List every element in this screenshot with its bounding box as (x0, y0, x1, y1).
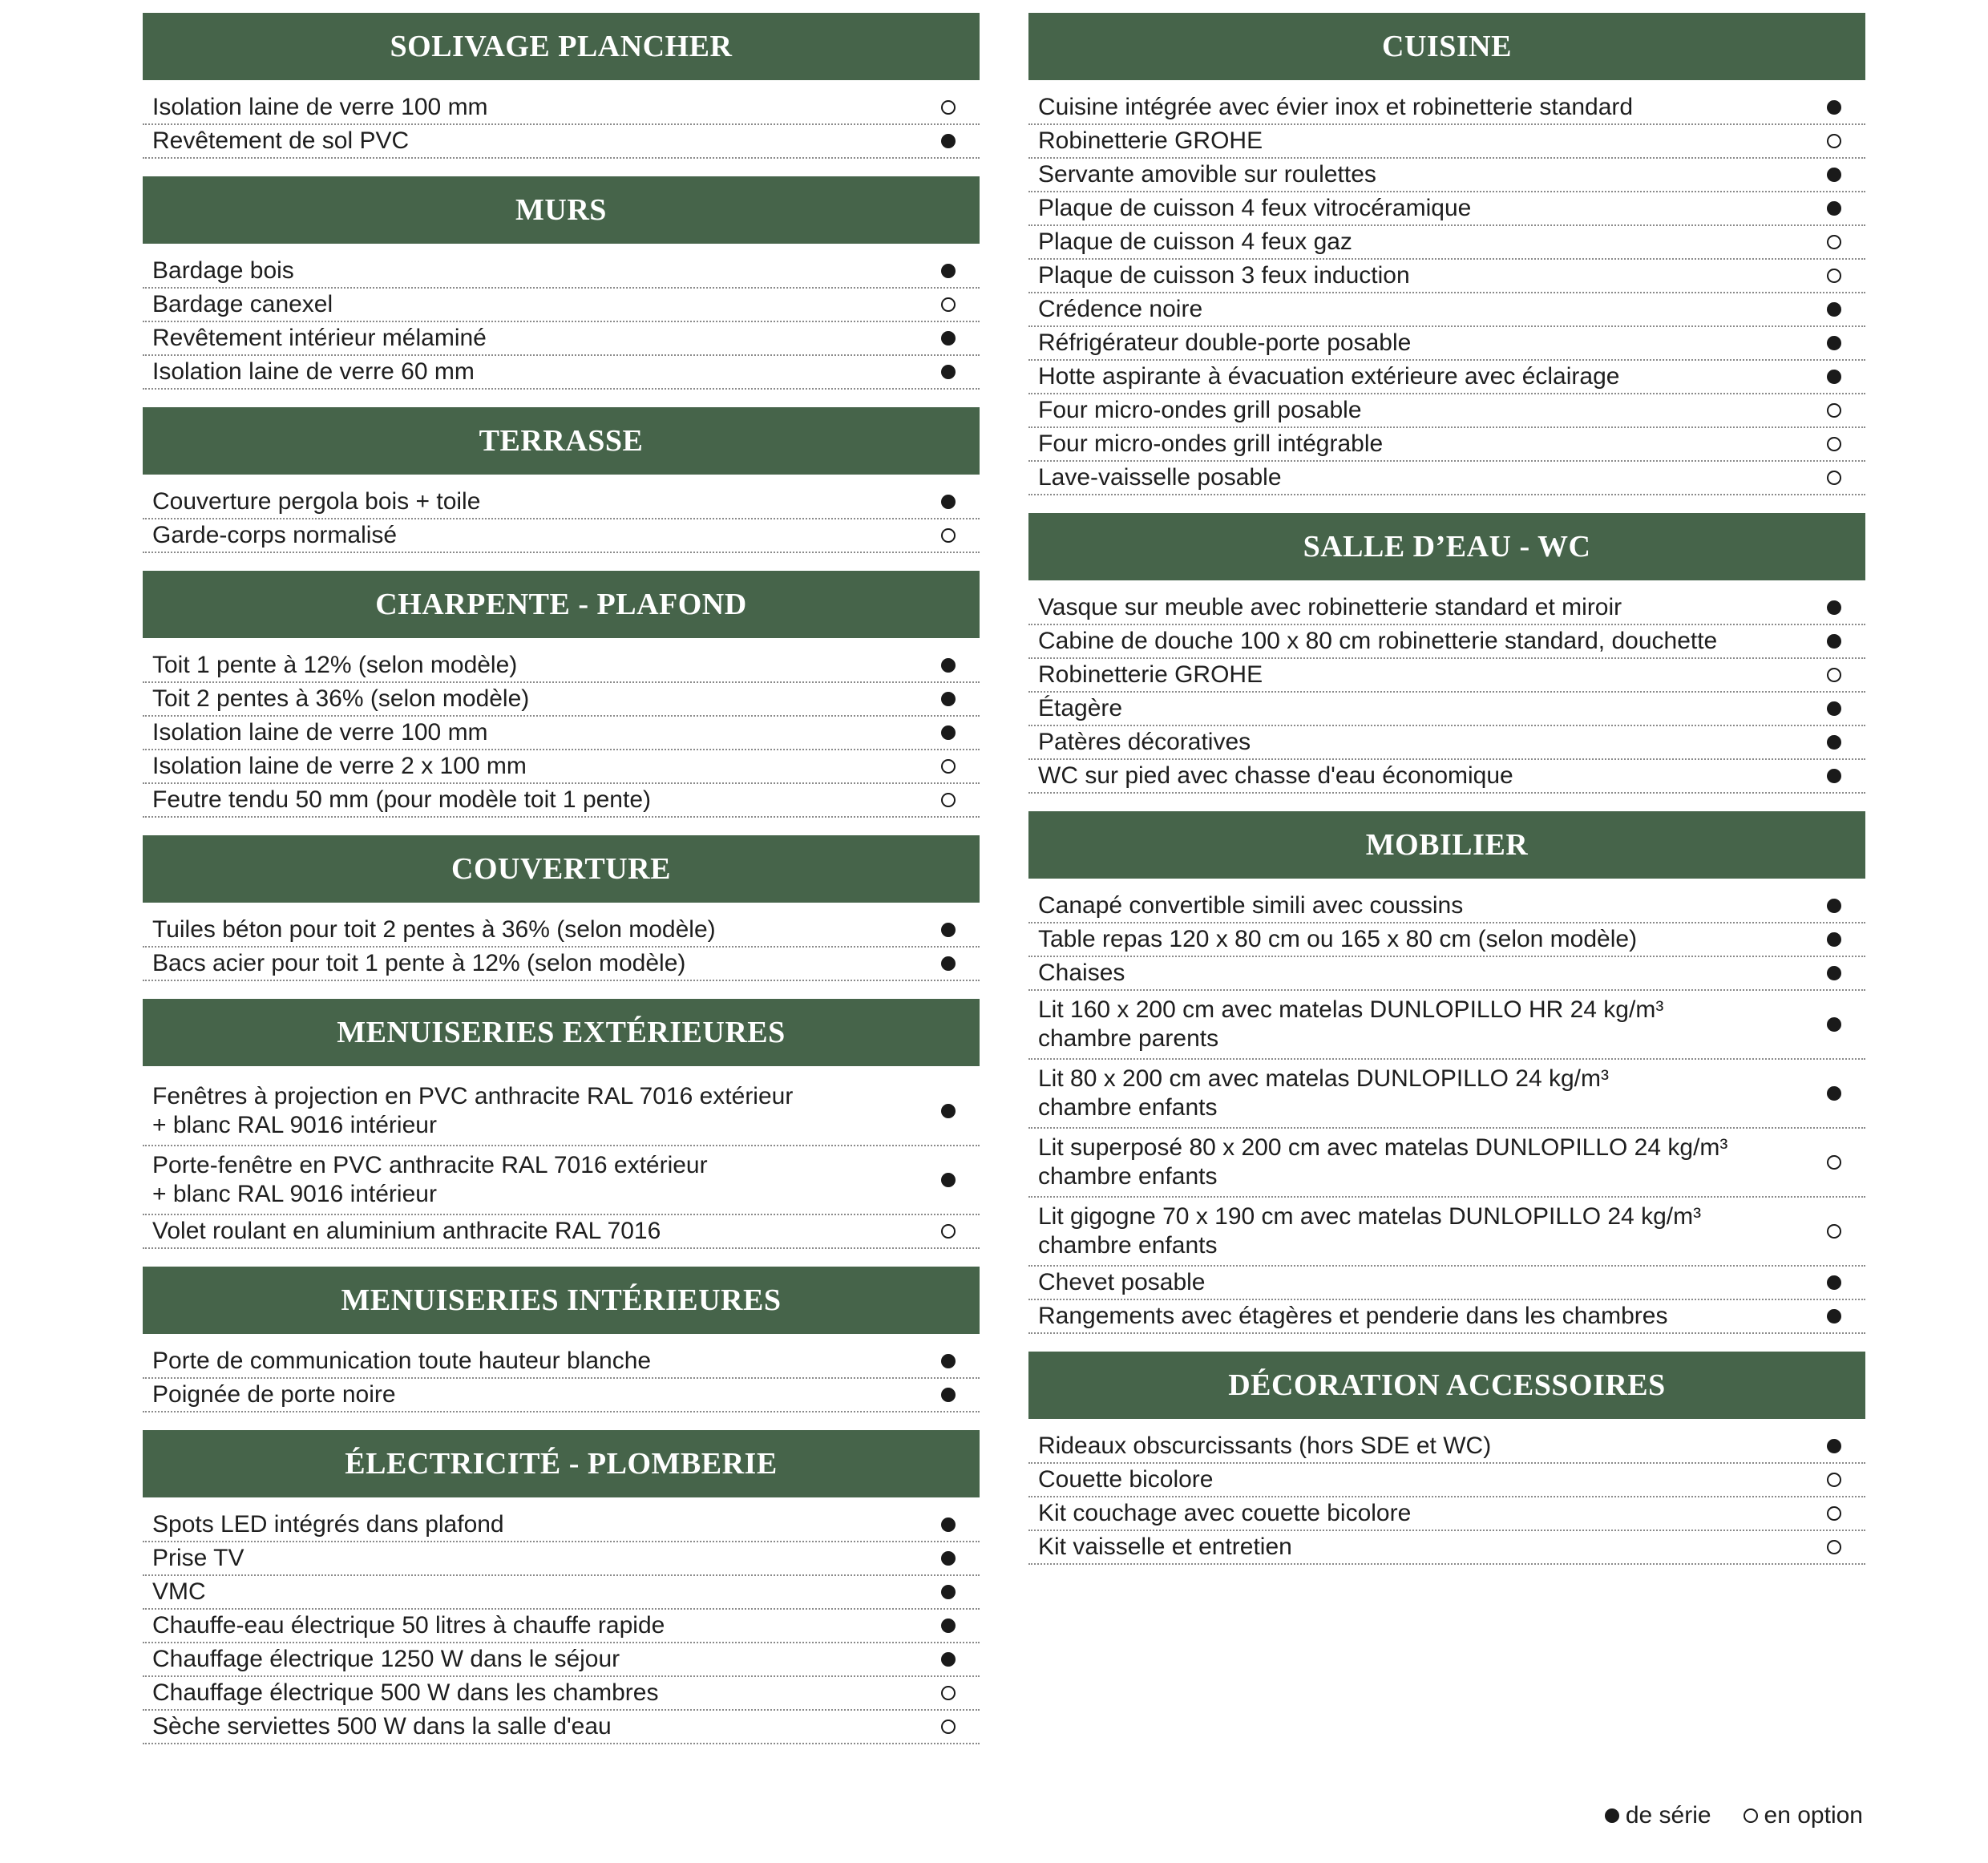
filled-dot-icon (1827, 899, 1841, 913)
section (143, 999, 980, 1249)
item-label: Isolation laine de verre 100 mm (152, 719, 488, 746)
item-label: Chauffe-eau électrique 50 litres à chauffe rapide (152, 1612, 665, 1639)
item-label: Toit 1 pente à 12% (selon modèle) (152, 652, 518, 678)
item-label: Chauffage électrique 1250 W dans le séjour (152, 1646, 620, 1672)
legend-standard-label: de série (1625, 1802, 1711, 1829)
section (143, 571, 980, 818)
empty-circle-icon (941, 759, 956, 774)
item-label: Réfrigérateur double-porte posable (1038, 329, 1412, 356)
list-item (1028, 1267, 1865, 1300)
filled-dot-icon (941, 1354, 956, 1368)
list-item (143, 683, 980, 717)
item-label: Canapé convertible simili avec coussins (1038, 892, 1464, 919)
item-label: Porte de communication toute hauteur blanche (152, 1348, 652, 1374)
item-label: Couverture pergola bois + toile (152, 488, 481, 515)
empty-circle-icon (1827, 403, 1841, 418)
list-item (143, 717, 980, 750)
item-label: Garde-corps normalisé (152, 522, 398, 548)
filled-dot-icon (941, 1104, 956, 1118)
item-label: Chauffage électrique 500 W dans les chambres (152, 1679, 659, 1706)
section-title: SALLE D’EAU - WC (1028, 513, 1865, 580)
list-item (143, 649, 980, 683)
item-label: Hotte aspirante à évacuation extérieure avec éclairage (1038, 363, 1620, 390)
filled-dot-icon (941, 725, 956, 740)
empty-circle-icon (1827, 437, 1841, 451)
filled-dot-icon (941, 956, 956, 971)
empty-circle-icon (1827, 1540, 1841, 1554)
filled-dot-icon (1827, 201, 1841, 216)
list-item (1028, 159, 1865, 192)
item-label: Poignée de porte noire (152, 1381, 396, 1408)
item-label: Isolation laine de verre 2 x 100 mm (152, 753, 527, 779)
item-label: Four micro-ondes grill posable (1038, 397, 1362, 423)
list-item (143, 125, 980, 159)
section (143, 1430, 980, 1744)
list-item (1028, 462, 1865, 495)
filled-dot-icon (941, 1517, 956, 1532)
item-label: Plaque de cuisson 4 feux gaz (1038, 228, 1352, 255)
list-item (143, 1509, 980, 1542)
item-label: Lit gigogne 70 x 190 cm avec matelas DUNLOPILLO 24 kg/m³ chambre enfants (1038, 1203, 1702, 1259)
empty-circle-icon (1827, 1506, 1841, 1521)
filled-dot-icon (1827, 370, 1841, 384)
list-item (143, 356, 980, 390)
filled-dot-icon (941, 1388, 956, 1402)
item-label: Prise TV (152, 1545, 244, 1571)
filled-dot-icon (941, 134, 956, 148)
list-item (1028, 923, 1865, 957)
list-item (1028, 1198, 1865, 1267)
section-title: MOBILIER (1028, 811, 1865, 879)
legend-option (1744, 1802, 1863, 1829)
filled-dot-icon (941, 1173, 956, 1187)
item-label: Couette bicolore (1038, 1466, 1214, 1493)
list-item (143, 948, 980, 981)
filled-dot-icon (941, 495, 956, 509)
item-label: Bacs acier pour toit 1 pente à 12% (selon modèle) (152, 950, 686, 976)
item-label: Robinetterie GROHE (1038, 661, 1263, 688)
empty-circle-icon (941, 793, 956, 807)
list-item (143, 1610, 980, 1643)
list-item (1028, 1497, 1865, 1531)
empty-circle-icon (941, 1720, 956, 1734)
section-title: SOLIVAGE PLANCHER (143, 13, 980, 80)
filled-dot-icon (1827, 735, 1841, 750)
item-label: Table repas 120 x 80 cm ou 165 x 80 cm (selon modèle) (1038, 926, 1638, 952)
item-label: Lave-vaisselle posable (1038, 464, 1282, 491)
filled-dot-icon (941, 264, 956, 278)
filled-dot-icon (941, 923, 956, 937)
list-item (1028, 293, 1865, 327)
list-item (1028, 659, 1865, 693)
empty-circle-icon (1827, 668, 1841, 682)
filled-dot-icon (941, 1585, 956, 1599)
filled-dot-icon (1827, 634, 1841, 649)
list-item (1028, 1430, 1865, 1464)
section-title: MENUISERIES INTÉRIEURES (143, 1267, 980, 1334)
item-label: Isolation laine de verre 100 mm (152, 94, 488, 120)
list-item (1028, 226, 1865, 260)
item-label: Servante amovible sur roulettes (1038, 161, 1376, 188)
item-label: Chaises (1038, 960, 1125, 986)
item-label: Four micro-ondes grill intégrable (1038, 430, 1384, 457)
section (143, 13, 980, 159)
filled-dot-icon (1605, 1808, 1619, 1823)
empty-circle-icon (941, 1686, 956, 1700)
list-item (143, 1711, 980, 1744)
filled-dot-icon (1827, 966, 1841, 980)
filled-dot-icon (1827, 1275, 1841, 1290)
item-label: Vasque sur meuble avec robinetterie standard et miroir (1038, 594, 1622, 620)
list-item (1028, 91, 1865, 125)
section (1028, 513, 1865, 794)
list-item (1028, 726, 1865, 760)
list-item (143, 1677, 980, 1711)
item-label: Lit superposé 80 x 200 cm avec matelas DUNLOPILLO 24 kg/m³ chambre enfants (1038, 1134, 1728, 1190)
list-item (1028, 125, 1865, 159)
filled-dot-icon (1827, 1017, 1841, 1032)
list-item (143, 486, 980, 519)
section-title: ÉLECTRICITÉ - PLOMBERIE (143, 1430, 980, 1497)
list-item (143, 255, 980, 289)
item-label: VMC (152, 1578, 206, 1605)
legend-option-label: en option (1764, 1802, 1863, 1829)
filled-dot-icon (941, 1619, 956, 1633)
item-label: Cabine de douche 100 x 80 cm robinetterie standard, douchette (1038, 628, 1718, 654)
list-item (1028, 890, 1865, 923)
empty-circle-icon (941, 1224, 956, 1239)
filled-dot-icon (941, 331, 956, 346)
section-title: DÉCORATION ACCESSOIRES (1028, 1352, 1865, 1419)
filled-dot-icon (1827, 701, 1841, 716)
list-item (1028, 394, 1865, 428)
empty-circle-icon (1827, 1224, 1841, 1239)
section (1028, 1352, 1865, 1565)
list-item (1028, 957, 1865, 991)
list-item (143, 1643, 980, 1677)
item-label: Volet roulant en aluminium anthracite RAL 7016 (152, 1218, 661, 1244)
empty-circle-icon (1827, 134, 1841, 148)
legend (1584, 1802, 1863, 1829)
list-item (143, 91, 980, 125)
section-title: CUISINE (1028, 13, 1865, 80)
list-item (1028, 1300, 1865, 1334)
list-item (143, 914, 980, 948)
item-label: Isolation laine de verre 60 mm (152, 358, 475, 385)
section-title: COUVERTURE (143, 835, 980, 903)
list-item (143, 1576, 980, 1610)
list-item (1028, 991, 1865, 1060)
empty-circle-icon (941, 100, 956, 115)
legend-standard (1605, 1802, 1711, 1829)
item-label: Spots LED intégrés dans plafond (152, 1511, 504, 1538)
section-title: CHARPENTE - PLAFOND (143, 571, 980, 638)
list-item (1028, 1060, 1865, 1129)
left-column (143, 13, 980, 1762)
item-label: Porte-fenêtre en PVC anthracite RAL 7016 extérieur + blanc RAL 9016 intérieur (152, 1152, 708, 1207)
empty-circle-icon (941, 297, 956, 312)
list-item (1028, 693, 1865, 726)
list-item (143, 1379, 980, 1412)
item-label: Cuisine intégrée avec évier inox et robinetterie standard (1038, 94, 1634, 120)
list-item (1028, 592, 1865, 625)
empty-circle-icon (1827, 471, 1841, 485)
item-label: Sèche serviettes 500 W dans la salle d'eau (152, 1713, 612, 1740)
list-item (1028, 327, 1865, 361)
filled-dot-icon (1827, 932, 1841, 947)
filled-dot-icon (1827, 100, 1841, 115)
empty-circle-icon (1827, 269, 1841, 283)
empty-circle-icon (1744, 1808, 1758, 1823)
list-item (143, 1146, 980, 1215)
filled-dot-icon (1827, 1086, 1841, 1101)
filled-dot-icon (941, 692, 956, 706)
list-item (1028, 1531, 1865, 1565)
right-column (1028, 13, 1865, 1582)
list-item (143, 1542, 980, 1576)
filled-dot-icon (1827, 1309, 1841, 1323)
item-label: Bardage bois (152, 257, 294, 284)
item-label: Rangements avec étagères et penderie dans les chambres (1038, 1303, 1668, 1329)
list-item (143, 1077, 980, 1146)
filled-dot-icon (1827, 302, 1841, 317)
item-label: Kit couchage avec couette bicolore (1038, 1500, 1412, 1526)
list-item (1028, 760, 1865, 794)
filled-dot-icon (1827, 769, 1841, 783)
section-title: MENUISERIES EXTÉRIEURES (143, 999, 980, 1066)
empty-circle-icon (1827, 1155, 1841, 1170)
list-item (143, 750, 980, 784)
list-item (143, 519, 980, 553)
item-label: WC sur pied avec chasse d'eau économique (1038, 762, 1513, 789)
item-label: Robinetterie GROHE (1038, 127, 1263, 154)
list-item (143, 1345, 980, 1379)
filled-dot-icon (1827, 336, 1841, 350)
item-label: Lit 160 x 200 cm avec matelas DUNLOPILLO HR 24 kg/m³ chambre parents (1038, 996, 1664, 1052)
section (143, 835, 980, 981)
filled-dot-icon (1827, 600, 1841, 615)
section (143, 1267, 980, 1412)
section (143, 407, 980, 553)
item-label: Lit 80 x 200 cm avec matelas DUNLOPILLO 24 kg/m³ chambre enfants (1038, 1065, 1609, 1121)
section (1028, 811, 1865, 1334)
item-label: Plaque de cuisson 4 feux vitrocéramique (1038, 195, 1472, 221)
list-item (1028, 1129, 1865, 1198)
list-item (1028, 361, 1865, 394)
list-item (143, 1215, 980, 1249)
item-label: Plaque de cuisson 3 feux induction (1038, 262, 1410, 289)
list-item (1028, 428, 1865, 462)
item-label: Étagère (1038, 695, 1123, 721)
section (1028, 13, 1865, 495)
empty-circle-icon (1827, 1473, 1841, 1487)
item-label: Kit vaisselle et entretien (1038, 1534, 1292, 1560)
list-item (1028, 625, 1865, 659)
list-item (143, 289, 980, 322)
item-label: Crédence noire (1038, 296, 1203, 322)
list-item (1028, 1464, 1865, 1497)
list-item (1028, 192, 1865, 226)
section (143, 176, 980, 390)
filled-dot-icon (1827, 168, 1841, 182)
item-label: Chevet posable (1038, 1269, 1206, 1295)
section-title: TERRASSE (143, 407, 980, 475)
filled-dot-icon (941, 1652, 956, 1667)
list-item (1028, 260, 1865, 293)
empty-circle-icon (941, 528, 956, 543)
list-item (143, 784, 980, 818)
item-label: Toit 2 pentes à 36% (selon modèle) (152, 685, 530, 712)
item-label: Revêtement intérieur mélaminé (152, 325, 487, 351)
filled-dot-icon (941, 1551, 956, 1566)
item-label: Revêtement de sol PVC (152, 127, 410, 154)
section-title: MURS (143, 176, 980, 244)
item-label: Rideaux obscurcissants (hors SDE et WC) (1038, 1433, 1492, 1459)
item-label: Feutre tendu 50 mm (pour modèle toit 1 pente) (152, 786, 652, 813)
filled-dot-icon (1827, 1439, 1841, 1453)
filled-dot-icon (941, 365, 956, 379)
item-label: Patères décoratives (1038, 729, 1251, 755)
item-label: Bardage canexel (152, 291, 333, 317)
empty-circle-icon (1827, 235, 1841, 249)
list-item (143, 322, 980, 356)
item-label: Fenêtres à projection en PVC anthracite RAL 7016 extérieur + blanc RAL 9016 intérieur (152, 1083, 794, 1138)
filled-dot-icon (941, 658, 956, 673)
item-label: Tuiles béton pour toit 2 pentes à 36% (selon modèle) (152, 916, 716, 943)
